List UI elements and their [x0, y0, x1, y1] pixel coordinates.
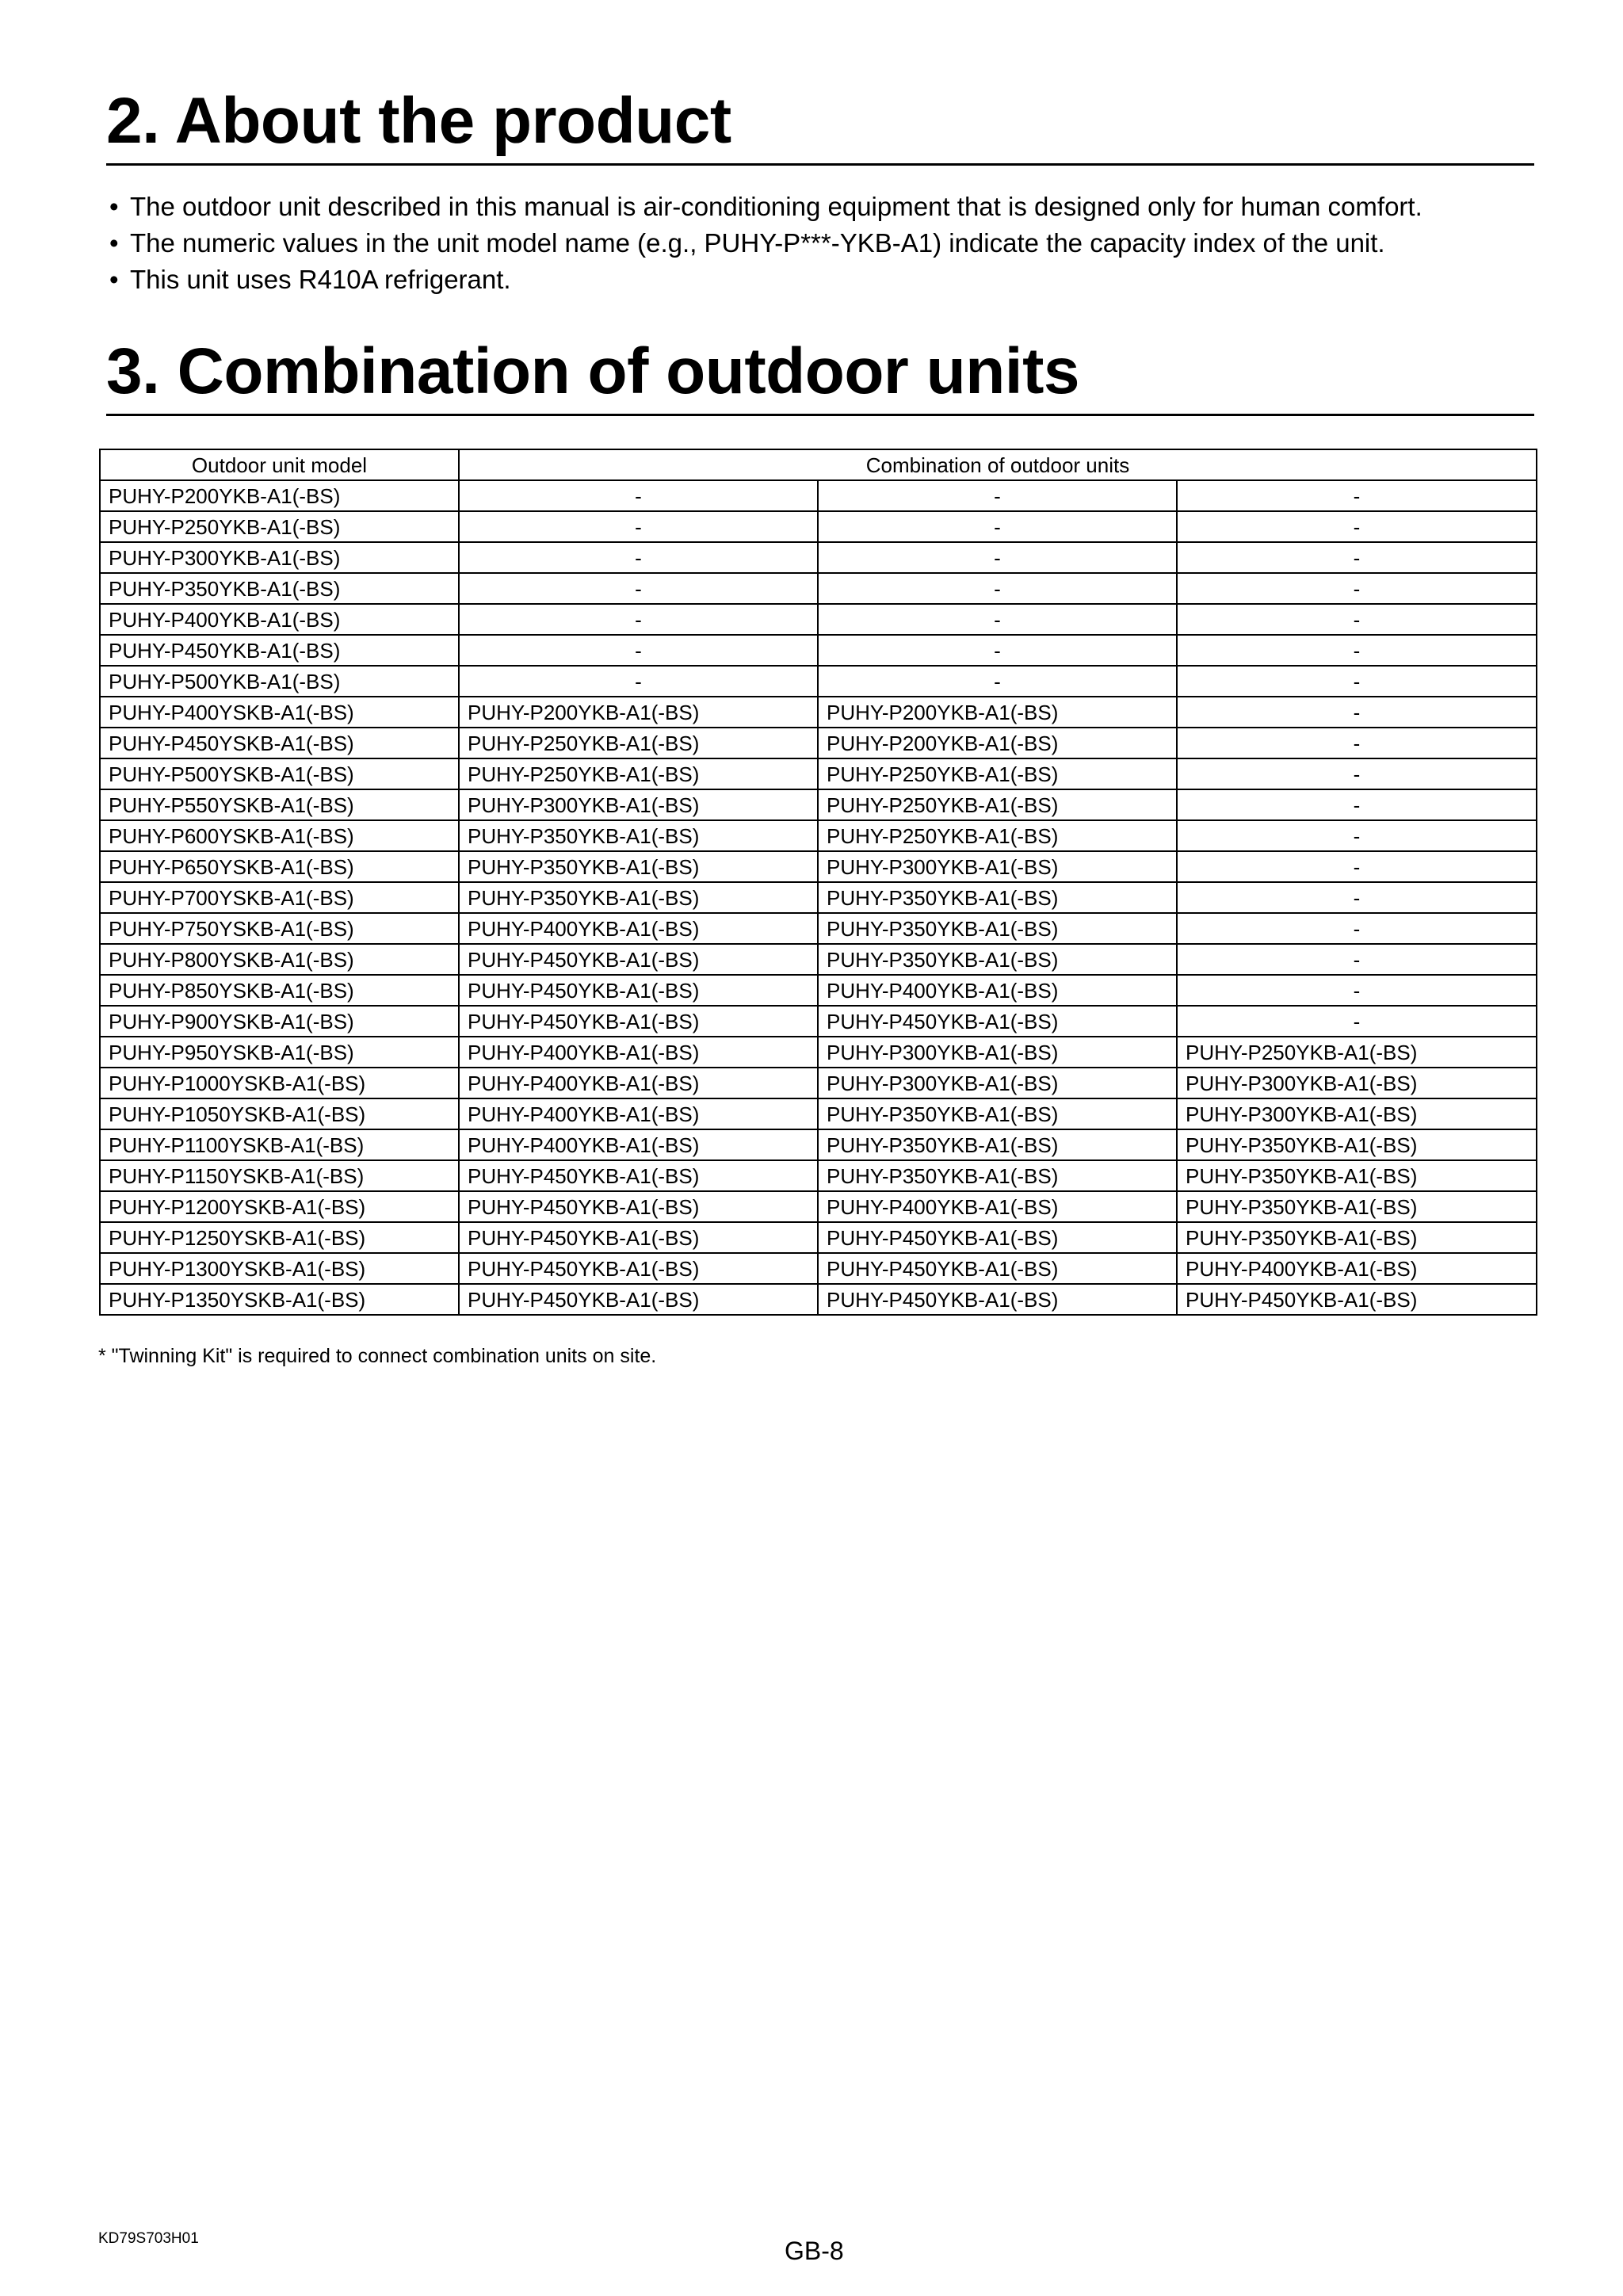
table-row — [100, 758, 1537, 789]
table-cell-combination-unit: - — [459, 635, 818, 666]
table-row — [100, 1006, 1537, 1037]
table-cell-combination-unit: PUHY-P350YKB-A1(-BS) — [459, 820, 818, 851]
bullet-item: • The outdoor unit described in this manual is air-conditioning equipment that is designed only for human comfort. — [109, 189, 1423, 225]
table-cell-outdoor-unit-model: PUHY-P650YSKB-A1(-BS) — [100, 851, 459, 882]
table-footnote: * "Twinning Kit" is required to connect combination units on site. — [98, 1345, 657, 1367]
table-cell-outdoor-unit-model: PUHY-P600YSKB-A1(-BS) — [100, 820, 459, 851]
table-cell-combination-unit: PUHY-P450YKB-A1(-BS) — [818, 1253, 1177, 1284]
table-cell-outdoor-unit-model: PUHY-P500YKB-A1(-BS) — [100, 666, 459, 697]
table-cell-combination-unit: - — [1177, 820, 1537, 851]
table-cell-combination-unit: PUHY-P400YKB-A1(-BS) — [818, 975, 1177, 1006]
combination-table-body — [100, 480, 1537, 1315]
table-cell-combination-unit: PUHY-P400YKB-A1(-BS) — [1177, 1253, 1537, 1284]
table-row — [100, 851, 1537, 882]
table-cell-outdoor-unit-model: PUHY-P850YSKB-A1(-BS) — [100, 975, 459, 1006]
table-cell-outdoor-unit-model: PUHY-P400YSKB-A1(-BS) — [100, 697, 459, 728]
table-cell-combination-unit: - — [1177, 758, 1537, 789]
section-title-combination-of-outdoor-units: 3. Combination of outdoor units — [106, 339, 1534, 416]
section-title-about-the-product: 2. About the product — [106, 89, 1534, 166]
table-row — [100, 511, 1537, 542]
table-row — [100, 635, 1537, 666]
table-cell-combination-unit: - — [1177, 542, 1537, 573]
table-cell-combination-unit: PUHY-P450YKB-A1(-BS) — [459, 1006, 818, 1037]
table-cell-combination-unit: - — [459, 511, 818, 542]
table-cell-combination-unit: PUHY-P400YKB-A1(-BS) — [459, 1098, 818, 1129]
table-row — [100, 542, 1537, 573]
table-cell-outdoor-unit-model: PUHY-P450YKB-A1(-BS) — [100, 635, 459, 666]
table-cell-combination-unit: PUHY-P450YKB-A1(-BS) — [459, 1160, 818, 1191]
table-cell-combination-unit: PUHY-P250YKB-A1(-BS) — [818, 820, 1177, 851]
table-cell-combination-unit: - — [818, 604, 1177, 635]
table-cell-combination-unit: PUHY-P350YKB-A1(-BS) — [818, 1160, 1177, 1191]
table-row — [100, 1222, 1537, 1253]
table-cell-outdoor-unit-model: PUHY-P1150YSKB-A1(-BS) — [100, 1160, 459, 1191]
table-cell-combination-unit: - — [1177, 913, 1537, 944]
table-cell-outdoor-unit-model: PUHY-P1000YSKB-A1(-BS) — [100, 1068, 459, 1098]
table-cell-outdoor-unit-model: PUHY-P350YKB-A1(-BS) — [100, 573, 459, 604]
table-cell-combination-unit: - — [818, 635, 1177, 666]
table-row — [100, 882, 1537, 913]
table-row — [100, 728, 1537, 758]
table-cell-combination-unit: PUHY-P250YKB-A1(-BS) — [1177, 1037, 1537, 1068]
table-cell-combination-unit: - — [1177, 480, 1537, 511]
table-cell-combination-unit: - — [1177, 666, 1537, 697]
table-cell-combination-unit: PUHY-P300YKB-A1(-BS) — [818, 1068, 1177, 1098]
table-cell-combination-unit: PUHY-P350YKB-A1(-BS) — [1177, 1129, 1537, 1160]
about-bullet-list — [109, 189, 1423, 298]
table-cell-combination-unit: PUHY-P300YKB-A1(-BS) — [818, 1037, 1177, 1068]
table-cell-combination-unit: - — [1177, 882, 1537, 913]
table-cell-outdoor-unit-model: PUHY-P550YSKB-A1(-BS) — [100, 789, 459, 820]
table-cell-combination-unit: PUHY-P350YKB-A1(-BS) — [818, 944, 1177, 975]
table-cell-combination-unit: PUHY-P450YKB-A1(-BS) — [818, 1006, 1177, 1037]
table-row — [100, 1191, 1537, 1222]
table-cell-combination-unit: - — [459, 542, 818, 573]
bullet-item: • This unit uses R410A refrigerant. — [109, 262, 1423, 298]
table-cell-combination-unit: PUHY-P400YKB-A1(-BS) — [459, 1037, 818, 1068]
table-row — [100, 604, 1537, 635]
table-row — [100, 666, 1537, 697]
table-row — [100, 1098, 1537, 1129]
table-cell-combination-unit: PUHY-P400YKB-A1(-BS) — [459, 1068, 818, 1098]
table-cell-outdoor-unit-model: PUHY-P1100YSKB-A1(-BS) — [100, 1129, 459, 1160]
table-row — [100, 975, 1537, 1006]
table-cell-combination-unit: - — [1177, 1006, 1537, 1037]
table-cell-combination-unit: PUHY-P450YKB-A1(-BS) — [459, 1222, 818, 1253]
table-cell-combination-unit: PUHY-P350YKB-A1(-BS) — [1177, 1222, 1537, 1253]
table-cell-outdoor-unit-model: PUHY-P200YKB-A1(-BS) — [100, 480, 459, 511]
table-cell-combination-unit: PUHY-P250YKB-A1(-BS) — [459, 758, 818, 789]
table-cell-combination-unit: - — [1177, 604, 1537, 635]
table-cell-combination-unit: - — [818, 511, 1177, 542]
table-cell-combination-unit: PUHY-P450YKB-A1(-BS) — [459, 944, 818, 975]
table-cell-combination-unit: - — [818, 480, 1177, 511]
table-cell-outdoor-unit-model: PUHY-P1350YSKB-A1(-BS) — [100, 1284, 459, 1315]
table-cell-combination-unit: PUHY-P350YKB-A1(-BS) — [1177, 1191, 1537, 1222]
table-cell-combination-unit: PUHY-P400YKB-A1(-BS) — [818, 1191, 1177, 1222]
table-cell-combination-unit: PUHY-P300YKB-A1(-BS) — [1177, 1068, 1537, 1098]
table-cell-combination-unit: PUHY-P250YKB-A1(-BS) — [818, 789, 1177, 820]
bullet-item: • The numeric values in the unit model name (e.g., PUHY-P***-YKB-A1) indicate the capacity index of the unit. — [109, 225, 1423, 262]
table-cell-outdoor-unit-model: PUHY-P1250YSKB-A1(-BS) — [100, 1222, 459, 1253]
table-cell-combination-unit: - — [1177, 789, 1537, 820]
table-cell-combination-unit: PUHY-P350YKB-A1(-BS) — [1177, 1160, 1537, 1191]
table-cell-outdoor-unit-model: PUHY-P750YSKB-A1(-BS) — [100, 913, 459, 944]
table-cell-combination-unit: PUHY-P400YKB-A1(-BS) — [459, 913, 818, 944]
table-cell-combination-unit: PUHY-P350YKB-A1(-BS) — [459, 882, 818, 913]
table-row — [100, 1068, 1537, 1098]
table-cell-outdoor-unit-model: PUHY-P800YSKB-A1(-BS) — [100, 944, 459, 975]
table-cell-combination-unit: - — [459, 604, 818, 635]
table-cell-outdoor-unit-model: PUHY-P1300YSKB-A1(-BS) — [100, 1253, 459, 1284]
table-cell-combination-unit: - — [459, 480, 818, 511]
table-cell-combination-unit: - — [818, 666, 1177, 697]
table-cell-combination-unit: PUHY-P250YKB-A1(-BS) — [818, 758, 1177, 789]
table-cell-outdoor-unit-model: PUHY-P250YKB-A1(-BS) — [100, 511, 459, 542]
table-cell-combination-unit: PUHY-P450YKB-A1(-BS) — [818, 1222, 1177, 1253]
table-cell-combination-unit: PUHY-P350YKB-A1(-BS) — [818, 913, 1177, 944]
table-cell-combination-unit: PUHY-P300YKB-A1(-BS) — [818, 851, 1177, 882]
table-row — [100, 697, 1537, 728]
table-cell-combination-unit: PUHY-P350YKB-A1(-BS) — [459, 851, 818, 882]
table-cell-combination-unit: - — [1177, 511, 1537, 542]
table-cell-combination-unit: PUHY-P250YKB-A1(-BS) — [459, 728, 818, 758]
table-row — [100, 480, 1537, 511]
table-row — [100, 820, 1537, 851]
table-row — [100, 1160, 1537, 1191]
table-cell-outdoor-unit-model: PUHY-P900YSKB-A1(-BS) — [100, 1006, 459, 1037]
header-outdoor-unit-model: Outdoor unit model — [100, 449, 459, 480]
table-cell-combination-unit: - — [1177, 728, 1537, 758]
table-row — [100, 789, 1537, 820]
table-row — [100, 573, 1537, 604]
table-cell-combination-unit: PUHY-P400YKB-A1(-BS) — [459, 1129, 818, 1160]
table-cell-combination-unit: - — [459, 666, 818, 697]
table-row — [100, 1284, 1537, 1315]
table-cell-combination-unit: PUHY-P300YKB-A1(-BS) — [1177, 1098, 1537, 1129]
table-cell-combination-unit: PUHY-P450YKB-A1(-BS) — [1177, 1284, 1537, 1315]
table-cell-combination-unit: - — [818, 573, 1177, 604]
table-cell-combination-unit: PUHY-P450YKB-A1(-BS) — [459, 975, 818, 1006]
table-cell-combination-unit: PUHY-P200YKB-A1(-BS) — [818, 728, 1177, 758]
table-cell-combination-unit: PUHY-P350YKB-A1(-BS) — [818, 1098, 1177, 1129]
table-cell-combination-unit: - — [459, 573, 818, 604]
table-row — [100, 944, 1537, 975]
table-cell-outdoor-unit-model: PUHY-P300YKB-A1(-BS) — [100, 542, 459, 573]
table-row — [100, 1253, 1537, 1284]
table-cell-combination-unit: - — [1177, 697, 1537, 728]
table-cell-combination-unit: PUHY-P450YKB-A1(-BS) — [818, 1284, 1177, 1315]
table-cell-combination-unit: PUHY-P350YKB-A1(-BS) — [818, 1129, 1177, 1160]
table-cell-outdoor-unit-model: PUHY-P950YSKB-A1(-BS) — [100, 1037, 459, 1068]
page-number: GB-8 — [785, 2237, 844, 2265]
table-cell-combination-unit: PUHY-P200YKB-A1(-BS) — [459, 697, 818, 728]
table-row — [100, 1037, 1537, 1068]
document-code: KD79S703H01 — [98, 2230, 199, 2247]
table-cell-combination-unit: PUHY-P200YKB-A1(-BS) — [818, 697, 1177, 728]
table-cell-outdoor-unit-model: PUHY-P1200YSKB-A1(-BS) — [100, 1191, 459, 1222]
table-cell-combination-unit: PUHY-P450YKB-A1(-BS) — [459, 1191, 818, 1222]
header-combination-of-outdoor-units: Combination of outdoor units — [459, 449, 1537, 480]
table-cell-outdoor-unit-model: PUHY-P400YKB-A1(-BS) — [100, 604, 459, 635]
table-cell-combination-unit: - — [1177, 573, 1537, 604]
table-cell-outdoor-unit-model: PUHY-P450YSKB-A1(-BS) — [100, 728, 459, 758]
table-cell-combination-unit: - — [1177, 944, 1537, 975]
table-cell-outdoor-unit-model: PUHY-P500YSKB-A1(-BS) — [100, 758, 459, 789]
table-header-row — [100, 449, 1537, 480]
combination-table — [99, 449, 1537, 1316]
table-cell-combination-unit: PUHY-P450YKB-A1(-BS) — [459, 1253, 818, 1284]
table-cell-combination-unit: - — [1177, 975, 1537, 1006]
table-cell-combination-unit: PUHY-P450YKB-A1(-BS) — [459, 1284, 818, 1315]
table-row — [100, 913, 1537, 944]
table-cell-outdoor-unit-model: PUHY-P1050YSKB-A1(-BS) — [100, 1098, 459, 1129]
table-cell-combination-unit: - — [1177, 851, 1537, 882]
table-cell-outdoor-unit-model: PUHY-P700YSKB-A1(-BS) — [100, 882, 459, 913]
table-cell-combination-unit: PUHY-P350YKB-A1(-BS) — [818, 882, 1177, 913]
table-row — [100, 1129, 1537, 1160]
table-cell-combination-unit: - — [818, 542, 1177, 573]
table-cell-combination-unit: - — [1177, 635, 1537, 666]
table-cell-combination-unit: PUHY-P300YKB-A1(-BS) — [459, 789, 818, 820]
